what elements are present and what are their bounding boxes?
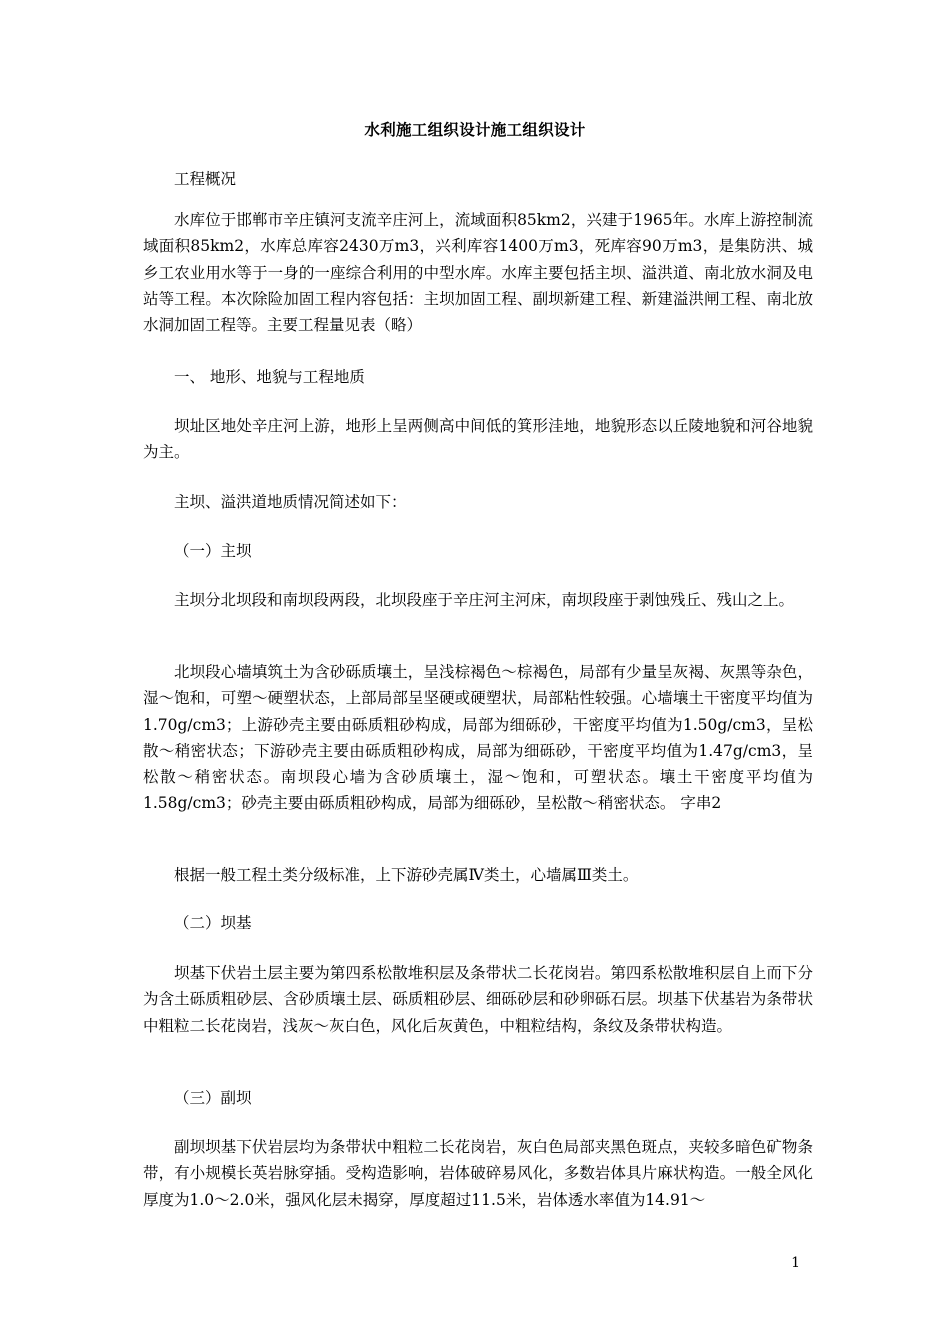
paragraph-main-dam-sections: 主坝分北坝段和南坝段两段，北坝段座于辛庄河主河床，南坝段座于剥蚀残丘、残山之上。 (174, 591, 795, 609)
section-heading-terrain: 一、 地形、地貌与工程地质 (174, 368, 365, 386)
subsection-heading-main-dam: （一）主坝 (174, 542, 252, 560)
paragraph-north-dam-core: 北坝段心墙填筑土为含砂砾质壤土，呈浅棕褐色～棕褐色，局部有少量呈灰褐、灰黑等杂色，湿～饱和，可塑～硬塑状态，上部局部呈坚硬或硬塑状，局部粘性较强。心墙壤土干密度平均值为1.70g/cm3；上游砂壳主要由砾质粗砂构成，局部为细砾砂，干密度平均值为1.50g/cm3，呈松散～稍密状态；下游砂壳主要由砾质粗砂构成，局部为细砾砂，干密度平均值为1.47g/cm3，呈松散～稍密状态。南坝段心墙为含砂质壤土，湿～饱和，可塑状态。壤土干密度平均值为1.58g/cm3；砂壳主要由砾质粗砂构成，局部为细砾砂，呈松散～稍密状态。 字串2 (143, 663, 813, 813)
subsection-heading-dam-foundation: （二）坝基 (174, 914, 252, 932)
paragraph-soil-classification: 根据一般工程土类分级标准，上下游砂壳属Ⅳ类土，心墙属Ⅲ类土。 (174, 866, 639, 884)
document-title: 水利施工组织设计施工组织设计 (364, 120, 586, 139)
paragraph-reservoir-overview: 水库位于邯郸市辛庄镇河支流辛庄河上，流域面积85km2，兴建于1965年。水库上游控制流域面积85km2，水库总库容2430万m3，兴利库容1400万m3，死库容90万m3，是集防洪、城乡工农业用水等于一身的一座综合利用的中型水库。水库主要包括主坝、溢洪道、南北放水洞及电站等工程。本次除险加固工程内容包括：主坝加固工程、副坝新建工程、新建溢洪闸工程、南北放水洞加固工程等。主要工程量见表（略） (143, 211, 813, 335)
paragraph-dam-foundation: 坝基下伏岩土层主要为第四系松散堆积层及条带状二长花岗岩。第四系松散堆积层自上而下分为含土砾质粗砂层、含砂质壤土层、砾质粗砂层、细砾砂层和砂卵砾石层。坝基下伏基岩为条带状中粗粒二长花岗岩，浅灰～灰白色，风化后灰黄色，中粗粒结构，条纹及条带状构造。 (143, 964, 813, 1035)
page-number: 1 (791, 1255, 800, 1271)
paragraph-dam-site-terrain: 坝址区地处辛庄河上游，地形上呈两侧高中间低的箕形洼地，地貌形态以丘陵地貌和河谷地貌为主。 (143, 417, 813, 462)
subsection-heading-auxiliary-dam: （三）副坝 (174, 1089, 252, 1107)
section-heading-overview: 工程概况 (174, 170, 237, 188)
paragraph-geology-intro: 主坝、溢洪道地质情况简述如下： (174, 493, 407, 511)
paragraph-auxiliary-dam: 副坝坝基下伏岩层均为条带状中粗粒二长花岗岩，灰白色局部夹黑色斑点，夹较多暗色矿物条带，有小规模长英岩脉穿插。受构造影响，岩体破碎易风化，多数岩体具片麻状构造。一般全风化厚度为1.0～2.0米，强风化层未揭穿，厚度超过11.5米，岩体透水率值为14.91～ (143, 1138, 813, 1209)
